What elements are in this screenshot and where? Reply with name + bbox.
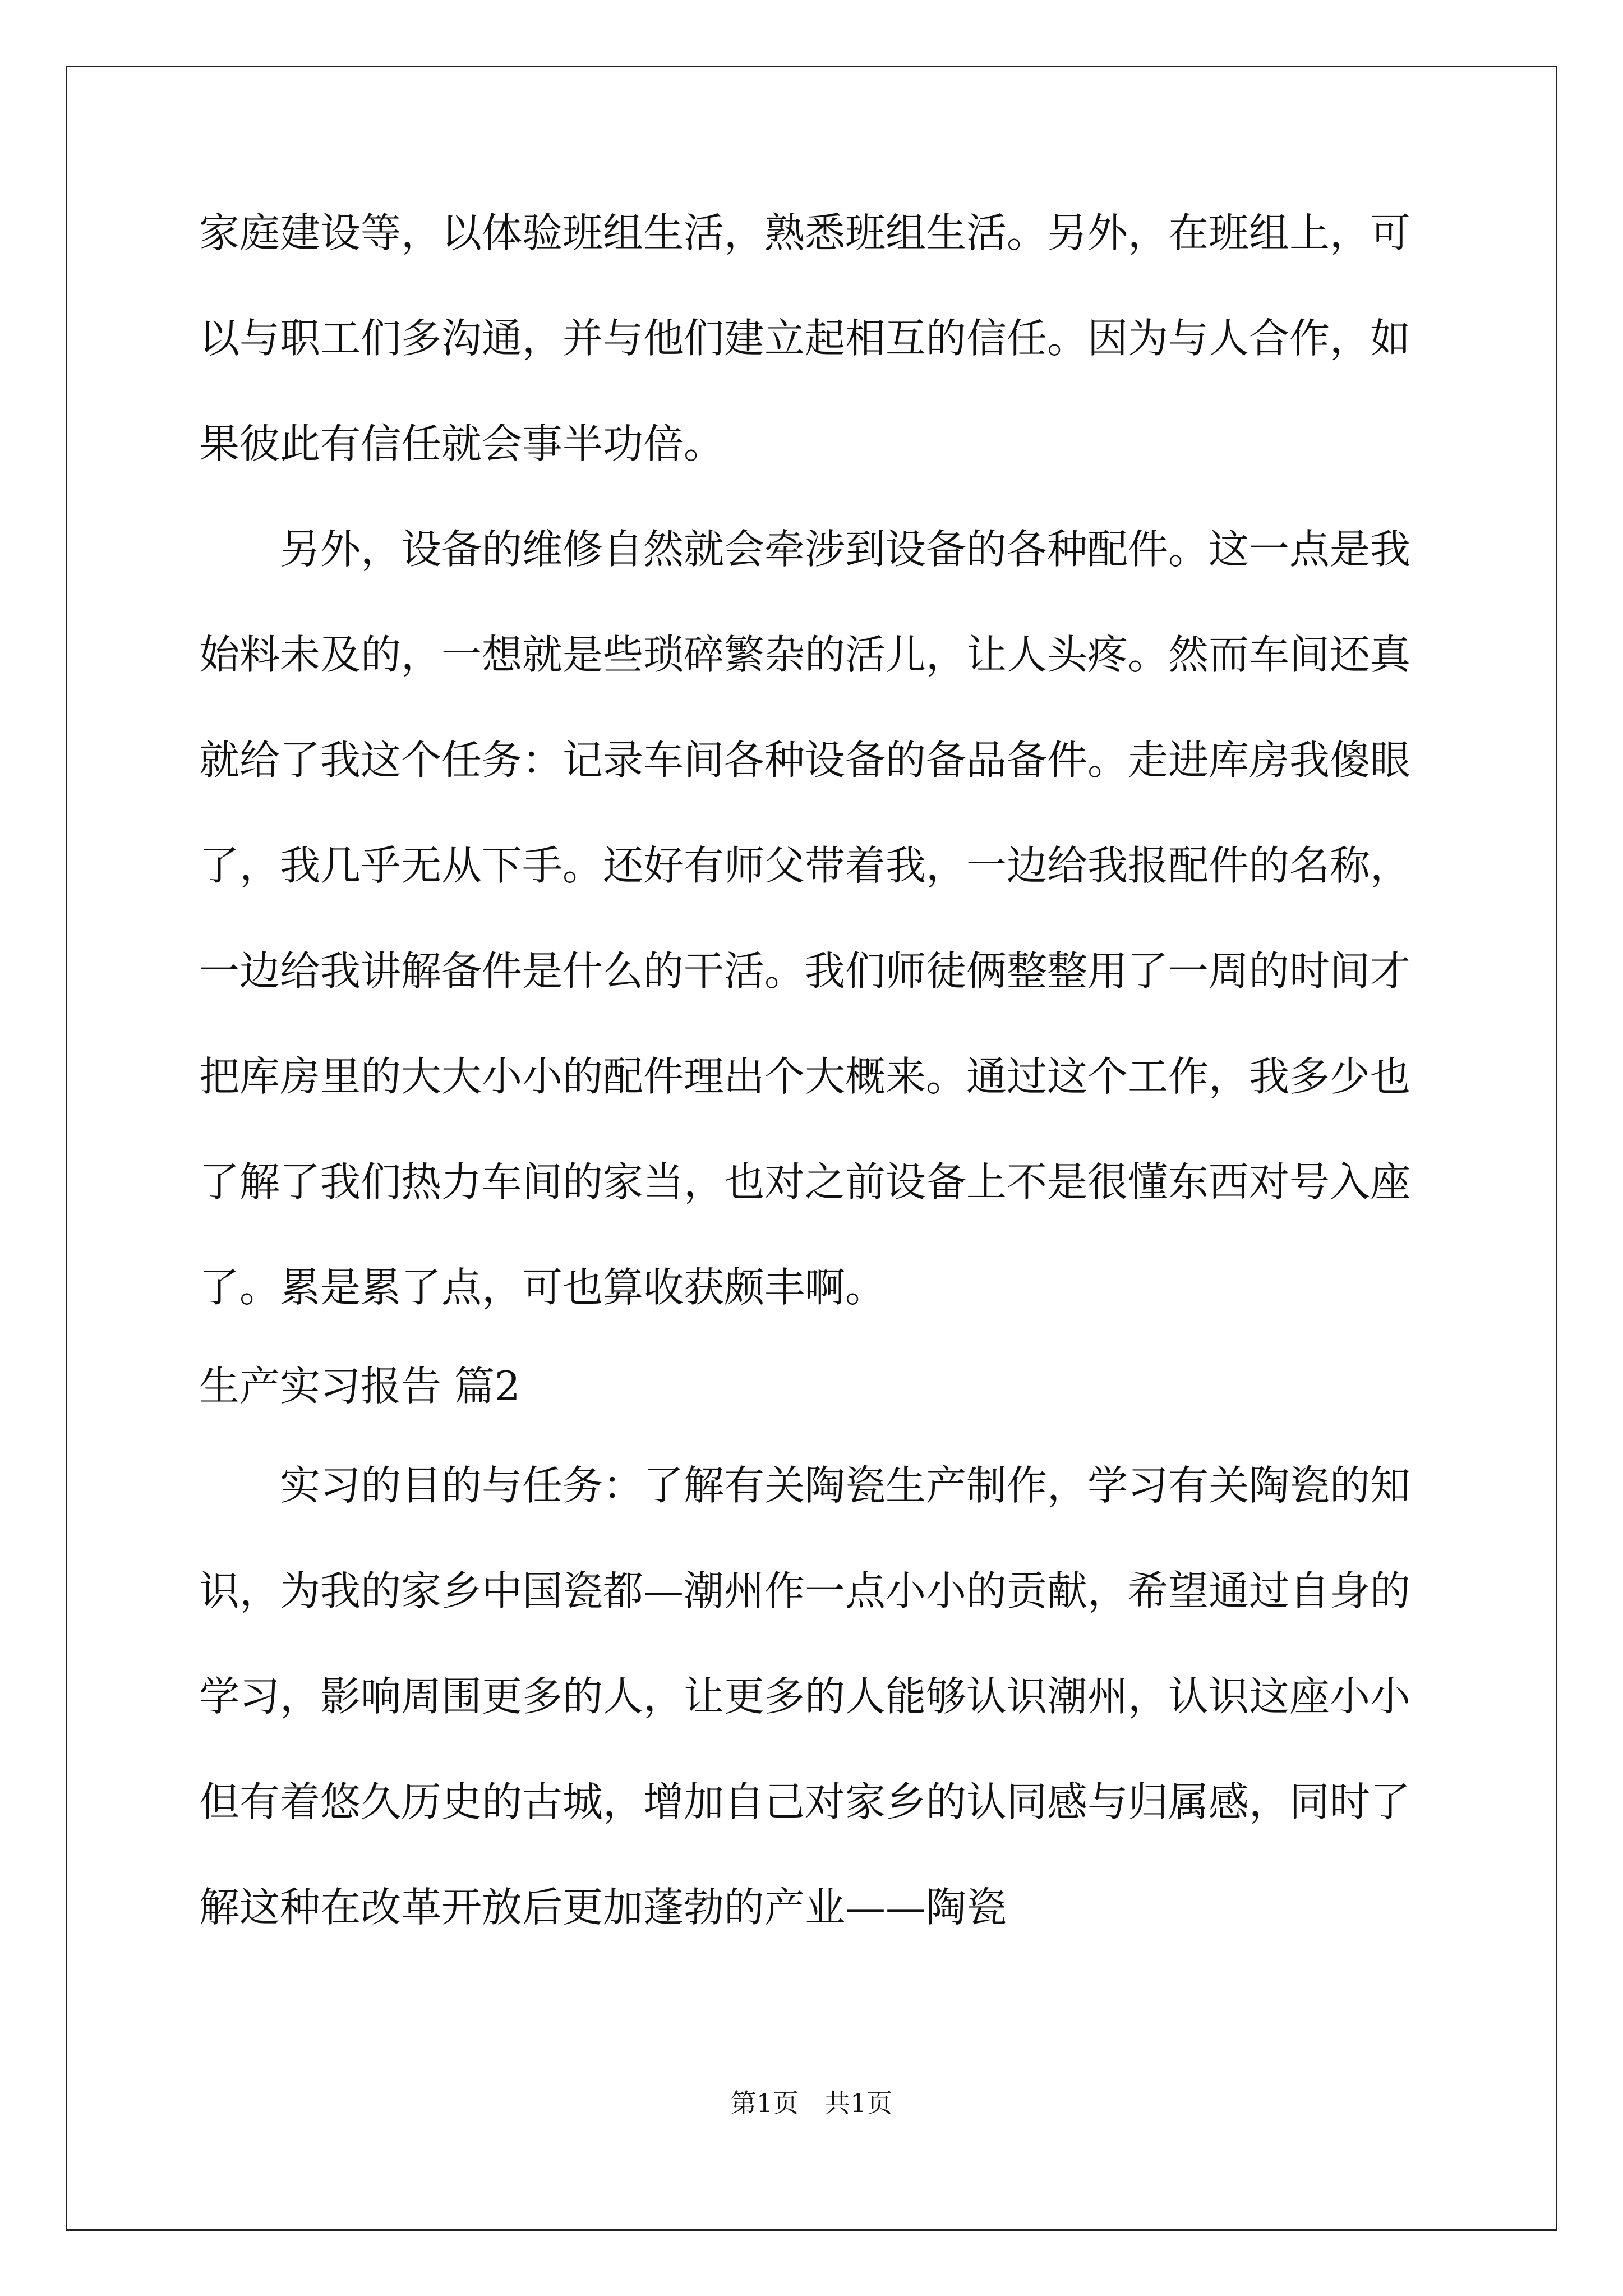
text-line: 实习的目的与任务：了解有关陶瓷生产制作，学习有关陶瓷的知 xyxy=(199,1462,1411,1509)
text-line: 果彼此有信任就会事半功倍。 xyxy=(199,420,725,467)
section-heading: 生产实习报告 篇2 xyxy=(199,1363,520,1410)
text-line: 解这种在改革开放后更加蓬勃的产业——陶瓷 xyxy=(199,1884,1007,1931)
text-line: 把库房里的大大小小的配件理出个大概来。通过这个工作，我多少也 xyxy=(199,1053,1411,1100)
text-line: 但有着悠久历史的古城，增加自己对家乡的认同感与归属感，同时了 xyxy=(199,1778,1411,1825)
text-line: 了解了我们热力车间的家当，也对之前设备上不是很懂东西对号入座 xyxy=(199,1158,1411,1205)
text-line: 以与职工们多沟通，并与他们建立起相互的信任。因为与人合作，如 xyxy=(199,315,1411,362)
text-line: 始料未及的，一想就是些琐碎繁杂的活儿，让人头疼。然而车间还真 xyxy=(199,631,1411,678)
text-line: 一边给我讲解备件是什么的干活。我们师徒俩整整用了一周的时间才 xyxy=(199,947,1411,995)
text-line: 家庭建设等，以体验班组生活，熟悉班组生活。另外，在班组上，可 xyxy=(199,209,1411,256)
text-line: 另外，设备的维修自然就会牵涉到设备的各种配件。这一点是我 xyxy=(199,526,1411,573)
page-footer: 第1页 共1页 xyxy=(730,2088,893,2118)
text-line: 了。累是累了点，可也算收获颇丰啊。 xyxy=(199,1264,886,1311)
text-line: 识，为我的家乡中国瓷都—潮州作一点小小的贡献，希望通过自身的 xyxy=(199,1567,1411,1614)
text-line: 学习，影响周围更多的人，让更多的人能够认识潮州，认识这座小小 xyxy=(199,1673,1411,1720)
text-line: 就给了我这个任务：记录车间各种设备的备品备件。走进库房我傻眼 xyxy=(199,737,1411,784)
text-line: 了，我几乎无从下手。还好有师父带着我，一边给我报配件的名称， xyxy=(199,842,1411,889)
